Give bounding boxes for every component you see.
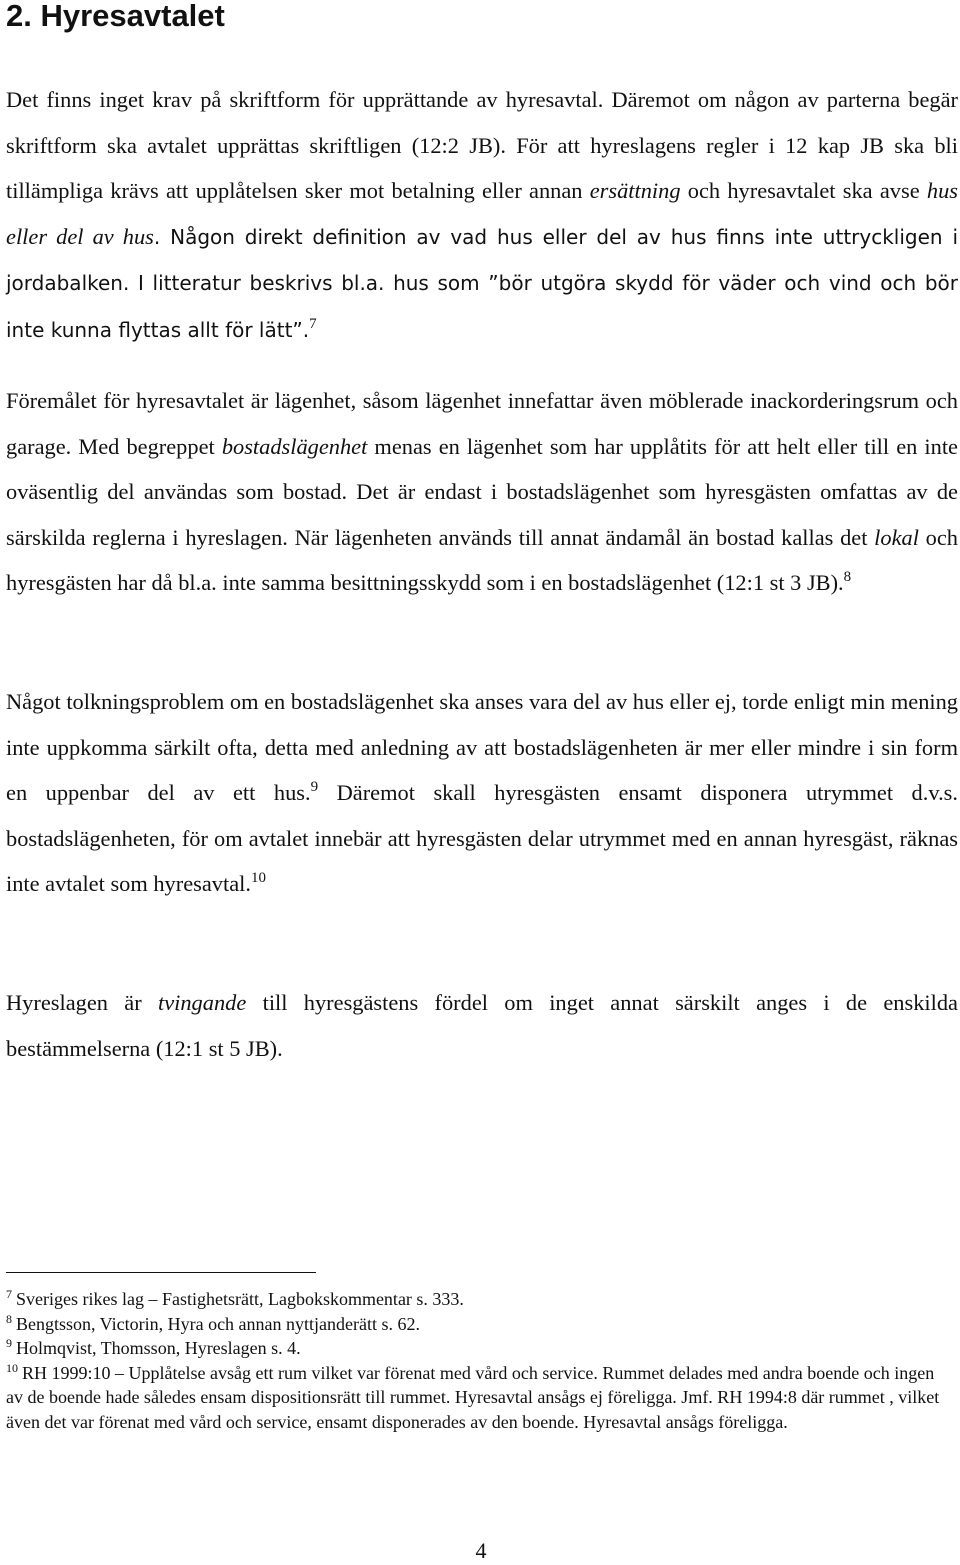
footnote-number: 10 <box>6 1360 18 1375</box>
p1-text-2: och hyresavtalet ska avse <box>680 178 927 203</box>
footnote-ref-7: 7 <box>309 315 317 332</box>
p1-text-3: . Någon direkt definition av vad hus eller del av hus finns inte uttryckligen i jordabalken. I litteratur beskrivs bl.a. hus som ”bör utgöra skydd för väder och vind och bör inte kunna flyttas allt för lätt”. <box>6 224 958 342</box>
footnote-7 <box>6 1287 946 1312</box>
footnote-number: 9 <box>6 1336 12 1350</box>
p3-text-2: Däremot skall hyresgästen ensamt disponera utrymmet d.v.s. bostadslägenheten, för om avtalet innebär att hyresgästen delar utrymmet med en annan hyresgäst, räknas inte avtalet som hyresavtal. <box>6 780 958 896</box>
p2-text-3: och hyresgästen har då bl.a. inte samma besittningsskydd som i en bostadslägenhet (12:1 st 3 JB). <box>6 524 958 595</box>
footnote-8 <box>6 1312 946 1337</box>
p1-text-1: Det finns inget krav på skriftform för upprättande av hyresavtal. Däremot om någon av parterna begär skriftform ska avtalet upprättas skriftligen (12:2 JB). För att hyreslagens regler i 12 kap JB ska bli tillämpliga krävs att upplåtelsen sker mot betalning eller annan <box>6 87 958 203</box>
section-heading: 2. Hyresavtalet <box>6 0 225 33</box>
footnote-text: Holmqvist, Thomsson, Hyreslagen s. 4. <box>16 1338 301 1358</box>
paragraph-subject-matter <box>6 378 958 606</box>
footnote-text: RH 1999:10 – Upplåtelse avsåg ett rum vilket var förenat med vård och service. Rummet delades med andra boende och ingen av de boende hade således ensam dispositionsrätt till rummet. Hyresavtal ansågs ej föreligga. Jmf. RH 1994:8 där rummet , vilket även det var förenat med vård och service, ensamt disponerades av den boende. Hyresavtal ansågs föreligga. <box>6 1362 940 1432</box>
paragraph-interpretation <box>6 679 958 907</box>
p4-italic-1: tvingande <box>157 990 247 1015</box>
footnote-number: 7 <box>6 1287 12 1301</box>
paragraph-mandatory <box>6 980 958 1071</box>
footnote-text: Sveriges rikes lag – Fastighetsrätt, Lagbokskommentar s. 333. <box>16 1289 464 1309</box>
paragraph-written-form <box>6 77 958 353</box>
footnote-ref-9: 9 <box>310 779 319 795</box>
p1-italic-1: ersättning <box>589 178 681 203</box>
p1-italic-2: hus eller del av hus <box>6 178 958 249</box>
p2-italic-1: bostadslägenhet <box>221 433 368 459</box>
p4-text-2: till hyresgästens fördel om inget annat särskilt anges i de enskilda bestämmelserna (12:1 st 5 JB). <box>6 990 958 1061</box>
footnote-9 <box>6 1336 946 1361</box>
footnote-10 <box>6 1361 946 1435</box>
footnote-text: Bengtsson, Victorin, Hyra och annan nyttjanderätt s. 62. <box>16 1313 421 1334</box>
footnote-ref-10: 10 <box>250 870 266 886</box>
footnotes <box>6 1287 946 1434</box>
footnote-number: 8 <box>6 1311 12 1326</box>
p2-text-1: Föremålet för hyresavtalet är lägenhet, såsom lägenhet innefattar även möblerade inackorderingsrum och garage. Med begreppet <box>6 388 958 459</box>
p4-text-1: Hyreslagen är <box>6 990 158 1015</box>
p2-text-2: menas en lägenhet som har upplåtits för att helt eller till en inte oväsentlig del användas som bostad. Det är endast i bostadslägenhet som hyresgästen omfattas av de särskilda reglerna i hyreslagen. När lägenheten används till annat ändamål än bostad kallas det <box>6 433 958 550</box>
footnote-separator <box>6 1272 316 1273</box>
footnote-ref-8: 8 <box>843 569 852 585</box>
p3-text-1: Något tolkningsproblem om en bostadslägenhet ska anses vara del av hus eller ej, torde enligt min mening inte uppkomma särkilt ofta, detta med anledning av att bostadslägenheten är mer eller mindre i sin form en uppenbar del av ett hus. <box>6 689 958 805</box>
page-number: 4 <box>475 1538 487 1563</box>
p2-italic-2: lokal <box>874 524 919 550</box>
